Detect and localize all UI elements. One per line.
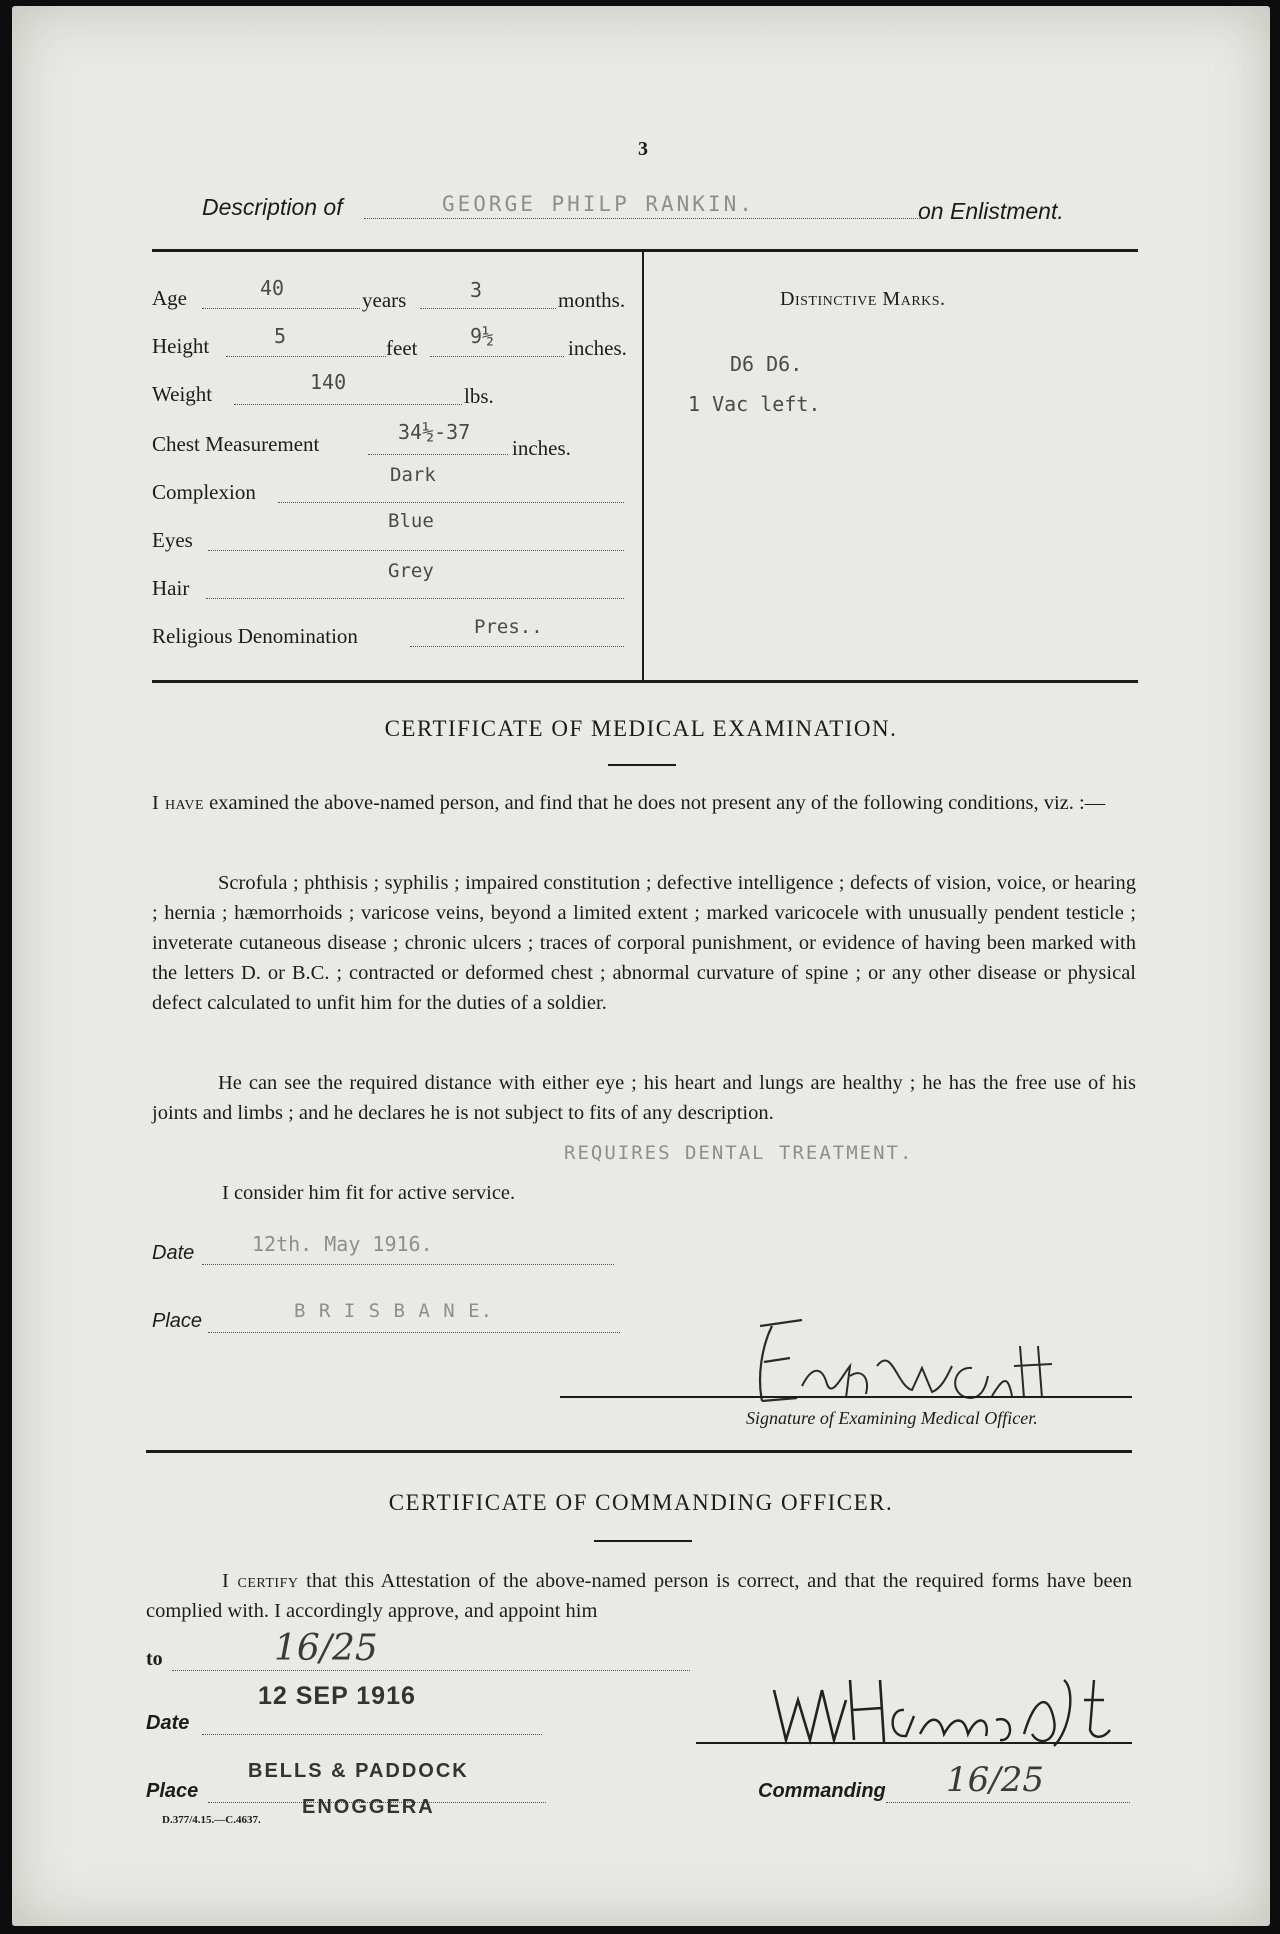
eyes-label: Eyes [152, 528, 193, 552]
height-label: Height [152, 334, 210, 358]
height-feet-value: 5 [274, 324, 287, 348]
commanding-signature-line [696, 1742, 1132, 1744]
chest-inches-label: inches. [512, 436, 571, 460]
appoint-to-value: 16/25 [274, 1628, 378, 1669]
height-inches-line [430, 356, 564, 357]
date-stamp: 12 SEP 1916 [258, 1682, 416, 1710]
description-label: Description of [202, 194, 343, 220]
form-code: D.377/4.15.—C.4637. [162, 1814, 261, 1826]
commanding-date-label: Date [146, 1712, 190, 1734]
age-years-value: 40 [260, 276, 285, 300]
dental-note: REQUIRES DENTAL TREATMENT. [564, 1142, 914, 1164]
complexion-line [278, 502, 624, 503]
height-feet-line [226, 356, 386, 357]
soldier-name: GEORGE PHILP RANKIN. [442, 192, 755, 216]
commanding-heading-rule [594, 1540, 692, 1542]
religion-label: Religious Denomination [152, 624, 358, 648]
medical-signature-line [560, 1396, 1132, 1398]
age-label: Age [152, 286, 187, 310]
description-line [364, 218, 924, 219]
medical-intro-text: examined the above-named person, and find that he does not present any of the following conditions, viz. :— [204, 792, 1106, 814]
place-stamp-line-2: ENOGGERA [302, 1796, 435, 1818]
medical-heading: CERTIFICATE OF MEDICAL EXAMINATION. [384, 716, 898, 741]
height-inches-value: 9½ [470, 324, 495, 348]
medical-place-value: B R I S B A N E. [294, 1300, 494, 1322]
complexion-label: Complexion [152, 480, 256, 504]
medical-intro [152, 788, 1136, 818]
commanding-certify [146, 1566, 1132, 1626]
medical-place-label: Place [152, 1310, 203, 1332]
months-label: months. [558, 288, 626, 312]
commanding-place-label: Place [146, 1780, 199, 1802]
medical-eyesight: He can see the required distance with either eye ; his heart and lungs are healthy ; he has the free use of his joints and limbs ; and he declares he is not subject to fits of any description. [152, 1072, 1136, 1124]
medical-date-value: 12th. May 1916. [252, 1232, 433, 1256]
lbs-label: lbs. [464, 384, 494, 408]
chest-value: 34½-37 [398, 420, 471, 444]
eyes-value: Blue [388, 510, 434, 532]
top-rule [152, 249, 1138, 252]
hair-line [206, 598, 624, 599]
commanding-unit-value: 16/25 [946, 1760, 1044, 1800]
weight-label: Weight [152, 382, 213, 406]
medical-officer-signature [742, 1306, 1122, 1416]
medical-conditions: Scrofula ; phthisis ; syphilis ; impaired constitution ; defective intelligence ; defects of vision, voice, or hearing ; hernia ; hæmorrhoids ; varicose veins, beyond a limited extent ; marked varicocele with unusually pendent testicle ; inveterate cutaneous disease ; chronic ulcers ; traces of corporal punishment, or evidence of having been marked with the letters D. or B.C. ; contracted or deformed chest ; abnormal curvature of spine ; or any other disease or physical defect calculated to unfit him for the duties of a soldier. [152, 872, 1136, 1014]
hair-value: Grey [388, 560, 434, 582]
certify-lead: I certify [222, 1570, 299, 1592]
weight-line [234, 404, 462, 405]
chest-label: Chest Measurement [152, 432, 320, 456]
medical-signature-caption: Signature of Examining Medical Officer. [746, 1408, 1038, 1428]
commanding-line [886, 1802, 1130, 1803]
marks-line-2: 1 Vac left. [688, 392, 821, 416]
hair-label: Hair [152, 576, 190, 600]
page-number: 3 [638, 138, 648, 160]
attestation-page [12, 6, 1270, 1926]
chest-line [368, 454, 508, 455]
medical-place-line [208, 1332, 620, 1333]
medical-bottom-rule [146, 1450, 1132, 1453]
medical-intro-lead: I have [152, 792, 205, 814]
on-enlistment-label: on Enlistment. [918, 198, 1064, 224]
age-months-value: 3 [470, 278, 483, 302]
commanding-label: Commanding [758, 1780, 886, 1802]
commanding-date-line [202, 1734, 542, 1735]
appoint-to-label: to [146, 1648, 163, 1670]
feet-label: feet [386, 336, 418, 360]
column-divider [642, 252, 644, 680]
months-line [420, 308, 556, 309]
certify-text: that this Attestation of the above-named person is correct, and that the required forms have been complied with. I accordingly approve, and appoint him [146, 1570, 1132, 1622]
weight-value: 140 [310, 370, 347, 394]
commanding-heading: CERTIFICATE OF COMMANDING OFFICER. [388, 1490, 894, 1515]
medical-heading-rule [608, 764, 676, 766]
medical-date-label: Date [152, 1242, 195, 1264]
age-line [202, 308, 360, 309]
distinctive-marks-heading: Distinctive Marks. [780, 288, 946, 310]
religion-value: Pres.. [474, 616, 543, 638]
commanding-officer-signature [764, 1660, 1184, 1750]
religion-line [410, 646, 624, 647]
appoint-to-line [172, 1670, 690, 1671]
fit-statement: I consider him fit for active service. [222, 1182, 516, 1204]
place-stamp-line-1: BELLS & PADDOCK [248, 1760, 469, 1782]
marks-line-1: D6 D6. [730, 352, 803, 376]
complexion-value: Dark [390, 464, 436, 486]
medical-date-line [202, 1264, 614, 1265]
particulars-bottom-rule [152, 680, 1138, 683]
eyes-line [208, 550, 624, 551]
years-label: years [362, 288, 407, 312]
height-inches-label: inches. [568, 336, 627, 360]
